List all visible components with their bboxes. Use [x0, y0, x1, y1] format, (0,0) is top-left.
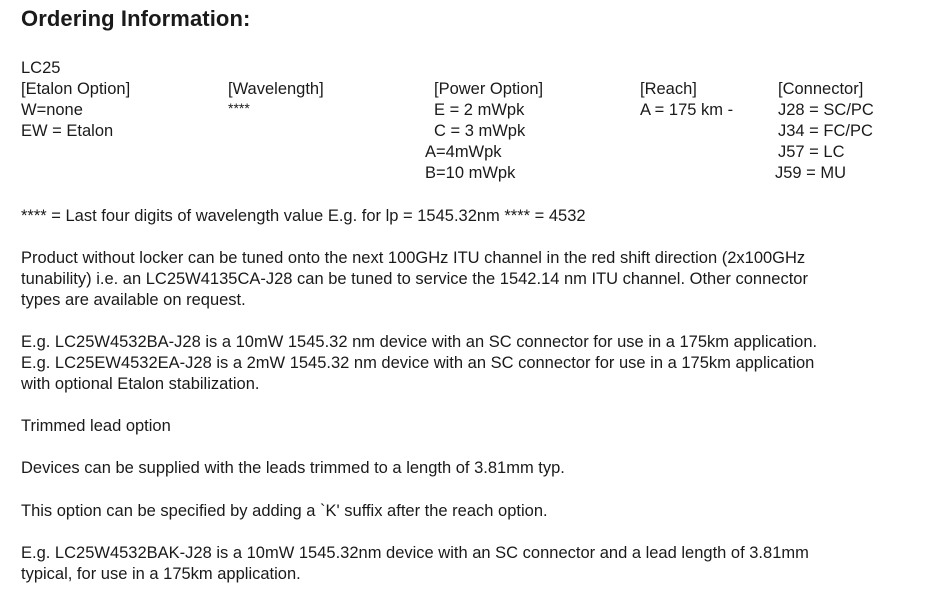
- paragraph-line: typical, for use in a 175km application.: [21, 565, 301, 583]
- paragraph-line: E.g. LC25W4532BAK-J28 is a 10mW 1545.32nm device with an SC connector and a lead length of 3.81mm: [21, 544, 809, 562]
- trimmed-lead-supply-text: Devices can be supplied with the leads trimmed to a length of 3.81mm typ.: [21, 459, 565, 477]
- examples-paragraph: [21, 332, 926, 395]
- page-title: Ordering Information:: [21, 6, 251, 31]
- power-option-value: B=10 mWpk: [425, 164, 516, 182]
- wavelength-header: [Wavelength]: [228, 80, 324, 98]
- etalon-option-header: [Etalon Option]: [21, 80, 131, 98]
- paragraph-line: with optional Etalon stabilization.: [21, 375, 260, 393]
- trimmed-lead-suffix-text: This option can be specified by adding a `K' suffix after the reach option.: [21, 502, 548, 520]
- connector-header: [Connector]: [778, 80, 864, 98]
- power-option-header: [Power Option]: [434, 80, 544, 98]
- trimmed-lead-heading: Trimmed lead option: [21, 417, 171, 435]
- tuning-paragraph: [21, 248, 926, 311]
- part-prefix: LC25: [21, 59, 61, 77]
- connector-value: J59 = MU: [775, 164, 847, 182]
- connector-value: J57 = LC: [778, 143, 845, 161]
- paragraph-line: E.g. LC25EW4532EA-J28 is a 2mW 1545.32 nm device with an SC connector for use in a 175km application: [21, 354, 815, 372]
- connector-value: J34 = FC/PC: [778, 122, 873, 140]
- power-option-value: C = 3 mWpk: [434, 122, 526, 140]
- power-option-value: A=4mWpk: [425, 143, 502, 161]
- connector-value: J28 = SC/PC: [778, 101, 874, 119]
- power-option-value: E = 2 mWpk: [434, 101, 525, 119]
- reach-value: A = 175 km -: [640, 101, 734, 119]
- reach-header: [Reach]: [640, 80, 697, 98]
- paragraph-line: E.g. LC25W4532BA-J28 is a 10mW 1545.32 nm device with an SC connector for use in a 175km application.: [21, 333, 818, 351]
- etalon-option-value: W=none: [21, 101, 83, 119]
- wavelength-note: **** = Last four digits of wavelength value E.g. for lp = 1545.32nm **** = 4532: [21, 207, 586, 225]
- paragraph-line: tunability) i.e. an LC25W4135CA-J28 can be tuned to service the 1542.14 nm ITU channel. Other connector: [21, 270, 808, 288]
- paragraph-line: types are available on request.: [21, 291, 246, 309]
- trimmed-lead-example: [21, 543, 926, 585]
- paragraph-line: Product without locker can be tuned onto the next 100GHz ITU channel in the red shift direction (2x100GHz: [21, 249, 806, 267]
- etalon-option-value: EW = Etalon: [21, 122, 114, 140]
- wavelength-value: ****: [228, 100, 250, 116]
